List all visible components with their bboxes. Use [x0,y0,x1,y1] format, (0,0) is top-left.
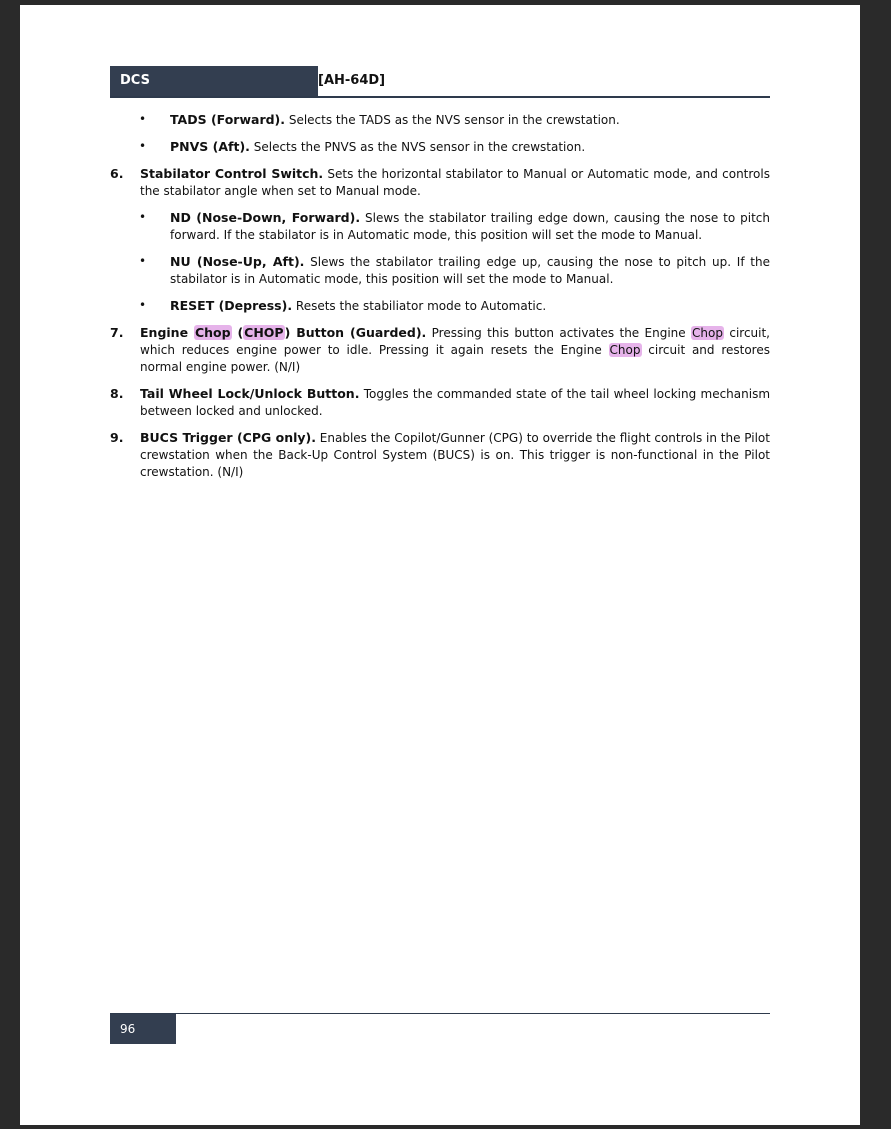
item-text: circuit and restores normal engine power. (N/I) [140,343,770,374]
bullet-text: Slews the stabilator trailing edge down, causing the nose to pitch forward. If the stabilator is in Automatic mode, this position will set the mode to Manual. [170,211,770,242]
item-text: Toggles the commanded state of the tail wheel locking mechanism between locked and unlocked. [140,387,771,418]
bullet-text: Resets the stabiliator mode to Automatic. [292,299,547,313]
label-part: ( [231,325,244,340]
label-part: ) Button (Guarded). [284,325,427,340]
bullet-icon: • [139,254,147,268]
bullet-icon: • [139,139,147,153]
item-text: circuit, which reduces engine power to idle. Pressing it again resets the Engine [140,326,770,357]
bullet-text: Slews the stabilator trailing edge up, causing the nose to pitch up. If the stabilator is in Automatic mode, this position will set the mode to Manual. [170,255,770,286]
item-number: 7. [110,325,124,340]
bullet-label: TADS (Forward). [170,112,286,127]
search-highlight: Chop [609,343,641,357]
bullet-label: PNVS (Aft). [170,139,250,154]
bullet-label: NU (Nose-Up, Aft). [170,254,305,269]
item-engine-chop-button [110,324,770,376]
bullet-text: Selects the TADS as the NVS sensor in the crewstation. [285,113,620,127]
bullet-label: ND (Nose-Down, Forward). [170,210,361,225]
item-number: 8. [110,386,124,401]
bullet-pnvs-aft [110,138,770,156]
item-text: Enables the Copilot/Gunner (CPG) to override the flight controls in the Pilot crewstation when the Back-Up Control System (BUCS) is on. This trigger is non-functional in the Pilot crewstation. (N/I) [140,431,770,479]
search-highlight: Chop [194,325,231,340]
bullet-nose-up [110,253,770,288]
bullet-nose-down [110,209,770,244]
page-number: 96 [110,1014,176,1044]
search-highlight: Chop [692,326,723,340]
item-label [140,325,426,340]
bullet-text: Selects the PNVS as the NVS sensor in the crewstation. [249,140,586,154]
bullet-reset [110,297,770,315]
item-label: BUCS Trigger (CPG only). [140,430,316,445]
item-number: 9. [110,430,124,445]
header-brand: DCS [110,66,318,96]
item-text: Sets the horizontal stabilator to Manual or Automatic mode, and controls the stabilator angle when set to Manual mode. [140,167,770,198]
bullet-tads-forward [110,111,770,129]
item-stabilator-control-switch [110,165,770,200]
bullet-icon: • [139,112,147,126]
item-tail-wheel-lock-button [110,385,770,420]
document-page [20,5,860,1125]
item-label: Tail Wheel Lock/Unlock Button. [140,386,360,401]
search-highlight: CHOP [244,325,284,340]
item-number: 6. [110,166,124,181]
bullet-icon: • [139,210,147,224]
item-bucs-trigger [110,429,770,481]
footer-rule [110,1013,770,1014]
header-module-title: [AH-64D] [318,73,386,88]
item-text: Pressing this button activates the Engine [426,326,692,340]
item-label: Stabilator Control Switch. [140,166,324,181]
page-header [110,66,770,98]
bullet-icon: • [139,298,147,312]
bullet-label: RESET (Depress). [170,298,293,313]
label-part: Engine [140,325,194,340]
page-content [110,111,770,490]
